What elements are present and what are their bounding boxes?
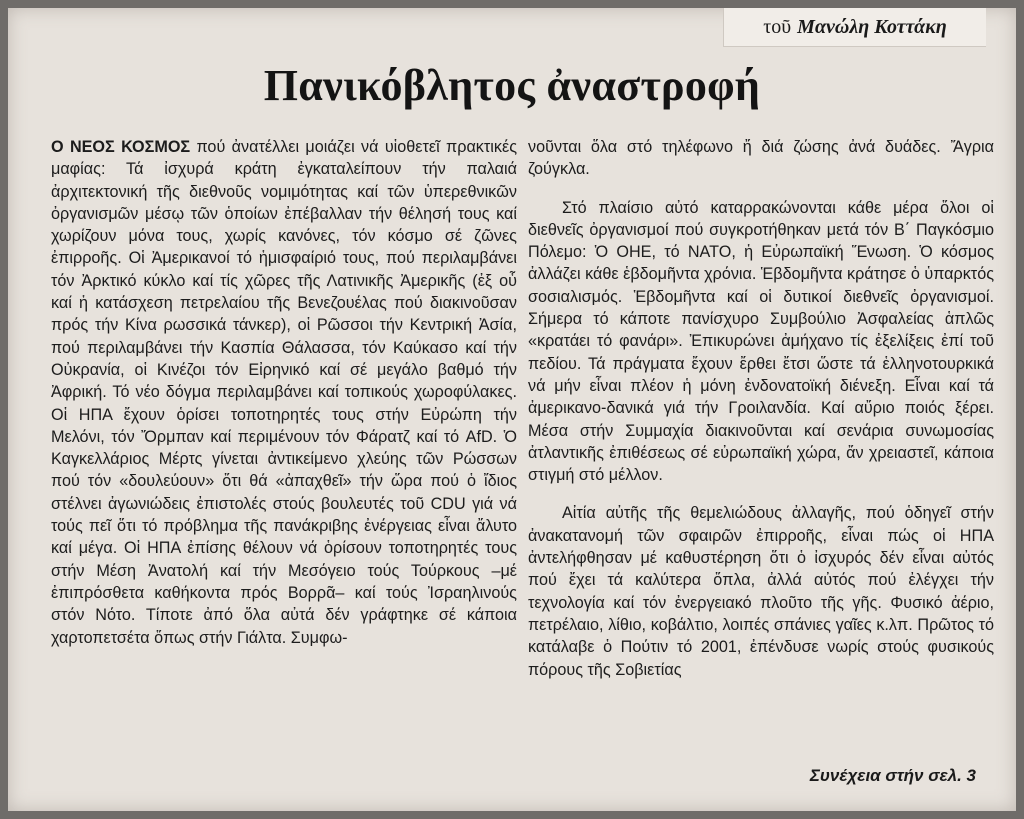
article-paragraph-2: Στό πλαίσιο αὐτό καταρρακώνονται κάθε μέρα ὅλοι οἱ διεθνεῖς ὀργανισμοί πού συγκροτήθηκαν μετά τόν Β΄ Παγκόσμιο Πόλεμο: Ὁ ΟΗΕ, τό ΝΑΤΟ, ἡ Εὐρωπαϊκή Ἕνωση. Ὁ κόσμος ἀλλάζει κάθε ἑβδομῆντα χρόνια. Ἑβδομῆντα κράτησε ὁ ὑπαρκτός σοσιαλισμός. Ἑβδομῆντα καί οἱ δυτικοί διεθνεῖς ὀργανισμοί. Σήμερα τό κάποτε πανίσχυρο Συμβούλιο Ἀσφαλείας ἁπλῶς «κρατάει τό φανάρι». Ἐπικυρώνει ἀμήχανο τίς ἐξελίξεις ἐπί τοῦ πεδίου. Τά πράγματα ἔχουν ἔρθει ἔτσι ὥστε τά ἑλληνοτουρκικά νά μήν εἶναι πλέον ἡ μόνη ἐνδονατοϊκή διένεξη. Εἶναι καί τά ἀμερικανο-δανικά γιά τήν Γροιλανδία. Καί αὔριο ποιός ξέρει. Μέσα στήν Συμμαχία διακινοῦνται καί σενάρια συνωμοσίας ἀτλαντικῆς ἐπιθέσεως σέ εὐρωπαϊκή χώρα, ἄν χρειαστεῖ, κάποια στιγμή στό μέλλον. — [528, 198, 994, 485]
article-paragraph-1-cont: νοῦνται ὅλα στό τηλέφωνο ἤ διά ζώσης ἀνά δυάδες. Ἄγρια ζούγκλα. — [528, 138, 994, 179]
article-paragraph-1 — [51, 136, 517, 649]
article-column-left — [51, 136, 517, 649]
continued-notice: Συνέχεια στήν σελ. 3 — [809, 766, 976, 785]
newspaper-clipping — [8, 8, 1016, 811]
article-column-right — [528, 136, 994, 681]
byline — [723, 8, 986, 47]
article-paragraph-3: Αἰτία αὐτῆς τῆς θεμελιώδους ἀλλαγῆς, πού ὁδηγεῖ στήν ἀνακατανομή τῶν σφαιρῶν ἐπιρροῆς, εἶναι πώς οἱ ΗΠΑ ἀντελήφθησαν μέ καθυστέρηση ὅτι ὁ ἰσχυρός δέν εἶναι αὐτός πού ἔχει τά καλύτερα ὅπλα, ἀλλά αὐτός πού ἐλέγχει τήν τεχνολογία καί τόν ἐνεργειακό πλοῦτο τῆς γῆς. Φυσικό ἀέριο, πετρέλαιο, λίθιο, κοβάλτιο, λοιπές σπάνιες γαῖες κ.λπ. Πρῶτος τό κατάλαβε ὁ Πούτιν τό 2001, ἐπένδυσε νωρίς στούς φυσικούς πόρους τῆς Σοβιετίας — [528, 504, 994, 679]
article-lead: Ο ΝΕΟΣ ΚΟΣΜΟΣ — [51, 138, 191, 156]
byline-author: Μανώλη Κοττάκη — [797, 15, 947, 38]
column-1-text: πού ἀνατέλλει μοιάζει νά υἱοθετεῖ πρακτικές μαφίας: Τά ἰσχυρά κράτη ἐγκαταλείπουν τήν παλαιά ἀρχιτεκτονική τῆς διεθνοῦς νομιμότητας καί τῶν ὑπερεθνικῶν ὀργανισμῶν μέσῳ τῶν ὁποίων ἐπέβαλλαν τήν θέλησή τους καί χωρίζουν μόνα τους, χωρίς κανόνες, τόν κόσμο σέ ζῶνες ἐπιρροῆς. Οἱ Ἀμερικανοί τό ἡμισφαίριό τους, πού περιλαμβάνει τόν Ἀρκτικό κύκλο καί τίς χῶρες τῆς Λατινικῆς Ἀμερικῆς (ἐξ οὗ καί ἡ κατάσχεση πετρελαίου τῆς Βενεζουέλας πού διακινοῦσαν πρός τήν Κίνα ρωσσικά τάνκερ), οἱ Ρῶσσοι τήν Κεντρική Ἀσία, πού περιλαμβάνει τήν Κασπία Θάλασσα, τόν Καύκασο καί τήν Οὐκρανία, οἱ Κινέζοι τόν Εἰρηνικό καί σέ μεγάλο βαθμό τήν Ἀφρική. Τό νέο δόγμα περιλαμβάνει καί τοπικούς χωροφύλακες. Οἱ ΗΠΑ ἔχουν ὁρίσει τοποτηρητές τους στήν Εὐρώπη τήν Μελόνι, τόν Ὄρμπαν καί περιμένουν τόν Φάρατζ καί τό AfD. Ὁ Καγκελλάριος Μέρτς γίνεται ἀντικείμενο χλεύης τῶν Ρώσσων πού τόν «δουλεύουν» ὅτι θά «ἀπαχθεῖ» τήν ὥρα πού ὁ ἴδιος στέλνει ἀγωνιώδεις ἐπιστολές στούς βουλευτές τοῦ CDU γιά νά τούς πεῖ ὅτι τό πρόβλημα τῆς πανάκριβης ἐνέργειας εἶναι ἄλυτο καί μέγα. Οἱ ΗΠΑ ἐπίσης θέλουν νά ὁρίσουν τοποτηρητές τους στήν Μέση Ἀνατολή καί τήν Μεσόγειο τούς Τούρκους –μέ ἐπιπρόσθετα καθήκοντα πρός Βορρᾶ– καί τούς Ἰσραηλινούς στόν Νότο. Τίποτε ἀπό ὅλα αὐτά δέν γράφτηκε σέ κάποια χαρτοπετσέτα ὅπως στήν Γιάλτα. Συμφω- — [51, 138, 517, 647]
article-headline: Πανικόβλητος ἀναστροφή — [263, 61, 761, 110]
byline-prefix: τοῦ — [763, 15, 792, 38]
